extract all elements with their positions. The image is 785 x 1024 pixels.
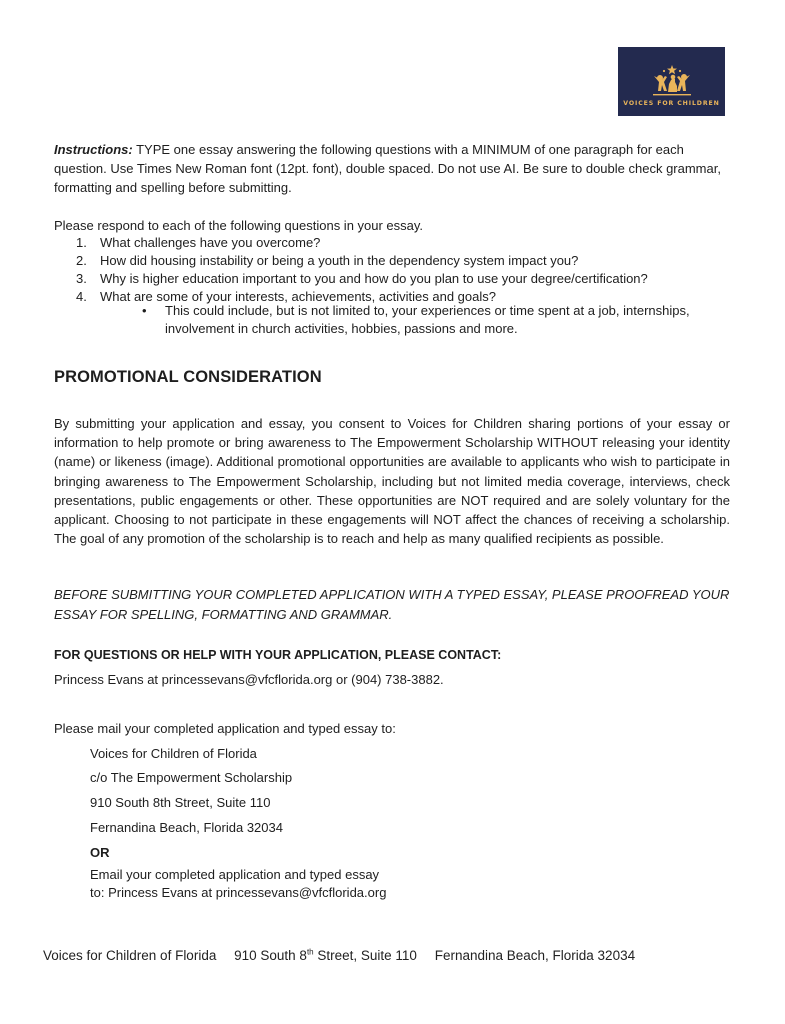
instructions-text: TYPE one essay answering the following questions with a MINIMUM of one paragraph for each question. Use Times New Roman font (12pt. font), double spaced. Do not use AI. Be sure to double check grammar, formatting and spelling before submitting. — [54, 142, 721, 195]
address-line: 910 South 8th Street, Suite 110 — [90, 795, 271, 810]
section-title: PROMOTIONAL CONSIDERATION — [54, 368, 322, 386]
footer-street: 910 South 8th Street, Suite 110 — [234, 947, 417, 963]
page-footer — [43, 948, 649, 963]
question-item: 1. What challenges have you overcome? — [76, 235, 321, 250]
contact-heading: FOR QUESTIONS OR HELP WITH YOUR APPLICATION, PLEASE CONTACT: — [54, 648, 502, 662]
address-line: Voices for Children of Florida — [90, 746, 257, 761]
logo-text: VOICES FOR CHILDREN — [623, 100, 720, 107]
footer-city: Fernandina Beach, Florida 32034 — [434, 948, 636, 963]
questions-list — [54, 234, 745, 306]
instructions-paragraph — [54, 140, 730, 197]
promotional-paragraph: By submitting your application and essay, you consent to Voices for Children sharing portions of your essay or information to help promote or bring awareness to The Empowerment Scholarship WITHOUT releasing your identity (name) or likeness (image). Additional promotional opportunities are available to applicants who wish to participate in bringing awareness to The Empowerment Scholarship, including but not limited media coverage, interviews, check presentations, public engagements or other. These opportunities are NOT required and are solely voluntary for the applicant. Choosing to not participate in these engagements will NOT affect the chances of receiving a scholarship. The goal of any promotion of the scholarship is to reach and help as many qualified recipients as possible. — [54, 416, 730, 547]
footer-org: Voices for Children of Florida — [43, 948, 217, 963]
contact-line: Princess Evans at princessevans@vfcflorida.org or (904) 738-3882. — [54, 672, 444, 687]
question-item: 4. What are some of your interests, achievements, activities and goals? — [76, 289, 496, 304]
address-line: c/o The Empowerment Scholarship — [90, 770, 293, 785]
question-item: 3. Why is higher education important to you and how do you plan to use your degree/certification? — [76, 271, 648, 286]
instructions-label: Instructions: — [54, 142, 133, 157]
or-label: OR — [90, 845, 110, 860]
mail-intro: Please mail your completed application and typed essay to: — [54, 721, 396, 736]
address-line: Fernandina Beach, Florida 32034 — [90, 820, 283, 835]
sub-bullet-item — [54, 302, 745, 338]
questions-intro: Please respond to each of the following questions in your essay. — [54, 218, 424, 233]
bullet-icon: • — [142, 303, 147, 318]
children-star-logo-icon — [650, 64, 694, 98]
voices-for-children-logo — [618, 47, 725, 116]
question-item: 2. How did housing instability or being a youth in the dependency system impact you? — [76, 253, 579, 268]
sub-bullet-text: This could include, but is not limited to, your experiences or time spent at a job, internships, involvement in church activities, hobbies, passions and more. — [165, 303, 690, 336]
proofread-warning: BEFORE SUBMITTING YOUR COMPLETED APPLICATION WITH A TYPED ESSAY, PLEASE PROOFREAD YOUR ESSAY FOR SPELLING, FORMATTING AND GRAMMAR. — [54, 587, 730, 622]
email-instructions: Email your completed application and typed essay to: Princess Evans at princessevans@vfcflorida.org — [90, 867, 387, 900]
